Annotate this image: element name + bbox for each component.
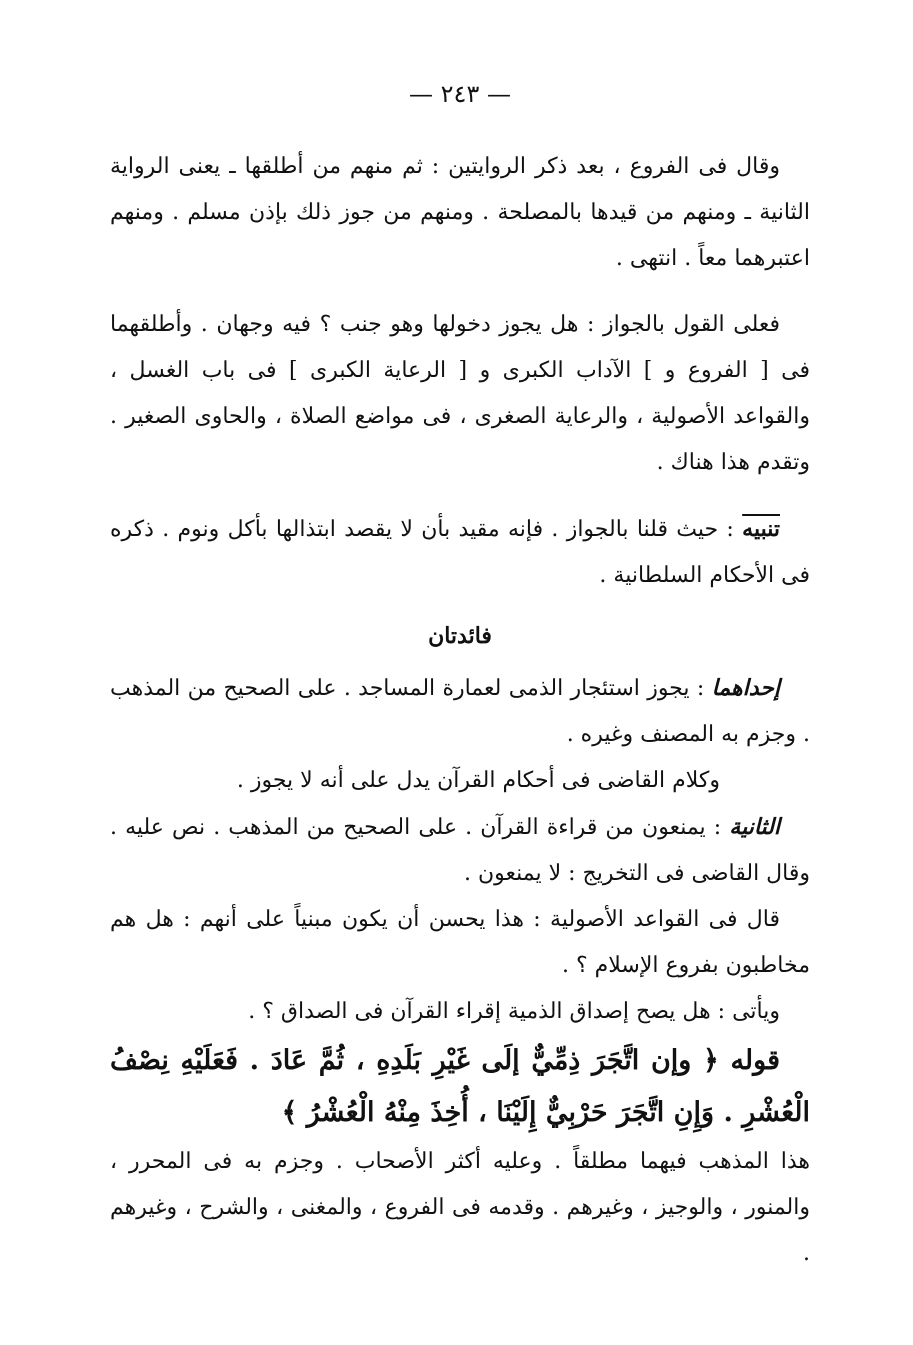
paragraph-qadi-ahkam: وكلام القاضى فى أحكام القرآن يدل على أنه لا يجوز . [236,768,720,793]
document-page [110,80,810,1277]
paragraph-quoted-text [110,1035,810,1139]
paragraph-furu-riwayatayn: وقال فى الفروع ، بعد ذكر الروايتين : ثم منهم من أطلقها ـ يعنى الرواية الثانية ـ ومنهم من قيدها بالمصلحة . ومنهم من جوز ذلك بإذن مسلم . ومنهم اعتبرهما معاً . انتهى . [110,154,810,271]
tanbih-text: : حيث قلنا بالجواز . فإنه مقيد بأن لا يقصد ابتذالها بأكل ونوم . ذكره فى الأحكام السلطانية . [110,517,810,588]
quoted-text: ﴿ وإن اتَّجَرَ ذِمِّيٌّ إلَى غَيْرِ بَلَدِهِ ، ثُمَّ عَادَ . فَعَلَيْهِ نِصْفُ الْعُشْرِ . وَإِنِ اتَّجَرَ حَرْبِيٌّ إِلَيْنَا ، أُخِذَ مِنْهُ الْعُشْرُ ﴾ [110,1045,810,1128]
section-heading: فائدتان [428,623,492,649]
paragraph-tanbih [110,506,810,599]
second-benefit-label: الثانية [729,814,781,840]
second-benefit-text: : يمنعون من قراءة القرآن . على الصحيح من المذهب . نص عليه . وقال القاضى فى التخريج : لا يمنعون . [110,815,810,886]
tanbih-label: تنبيه [742,516,780,542]
paragraph-qawaid-usuliyya: قال فى القواعد الأصولية : هذا يحسن أن يكون مبنياً على أنهم : هل هم مخاطبون بفروع الإسلام ؟ . [110,907,810,978]
first-benefit-text: : يجوز استئجار الذمى لعمارة المساجد . على الصحيح من المذهب . وجزم به المصنف وغيره . [110,676,810,747]
paragraph-second-benefit [110,804,810,897]
paragraph-jawaz-junub: فعلى القول بالجواز : هل يجوز دخولها وهو جنب ؟ فيه وجهان . وأطلقهما فى [ الفروع و ] الآداب الكبرى و [ الرعاية الكبرى ] فى باب الغسل ، والقواعد الأصولية ، والرعاية الصغرى ، فى مواضع الصلاة ، والحاوى الصغير . وتقدم هذا هناك . [110,312,810,475]
quoted-text-label: قوله [730,1045,780,1076]
first-benefit-label: إحداهما [711,675,781,701]
paragraph-madhhab: هذا المذهب فيهما مطلقاً . وعليه أكثر الأصحاب . وجزم به فى المحرر ، والمنور ، والوجيز ، وغيرهم . وقدمه فى الفروع ، والمغنى ، والشرح ، وغيرهم . [110,1149,810,1266]
paragraph-first-benefit [110,665,810,758]
paragraph-sadaq: ويأتى : هل يصح إصداق الذمية إقراء القرآن فى الصداق ؟ . [248,999,780,1024]
page-number: — ٢٤٣ — [409,80,511,108]
